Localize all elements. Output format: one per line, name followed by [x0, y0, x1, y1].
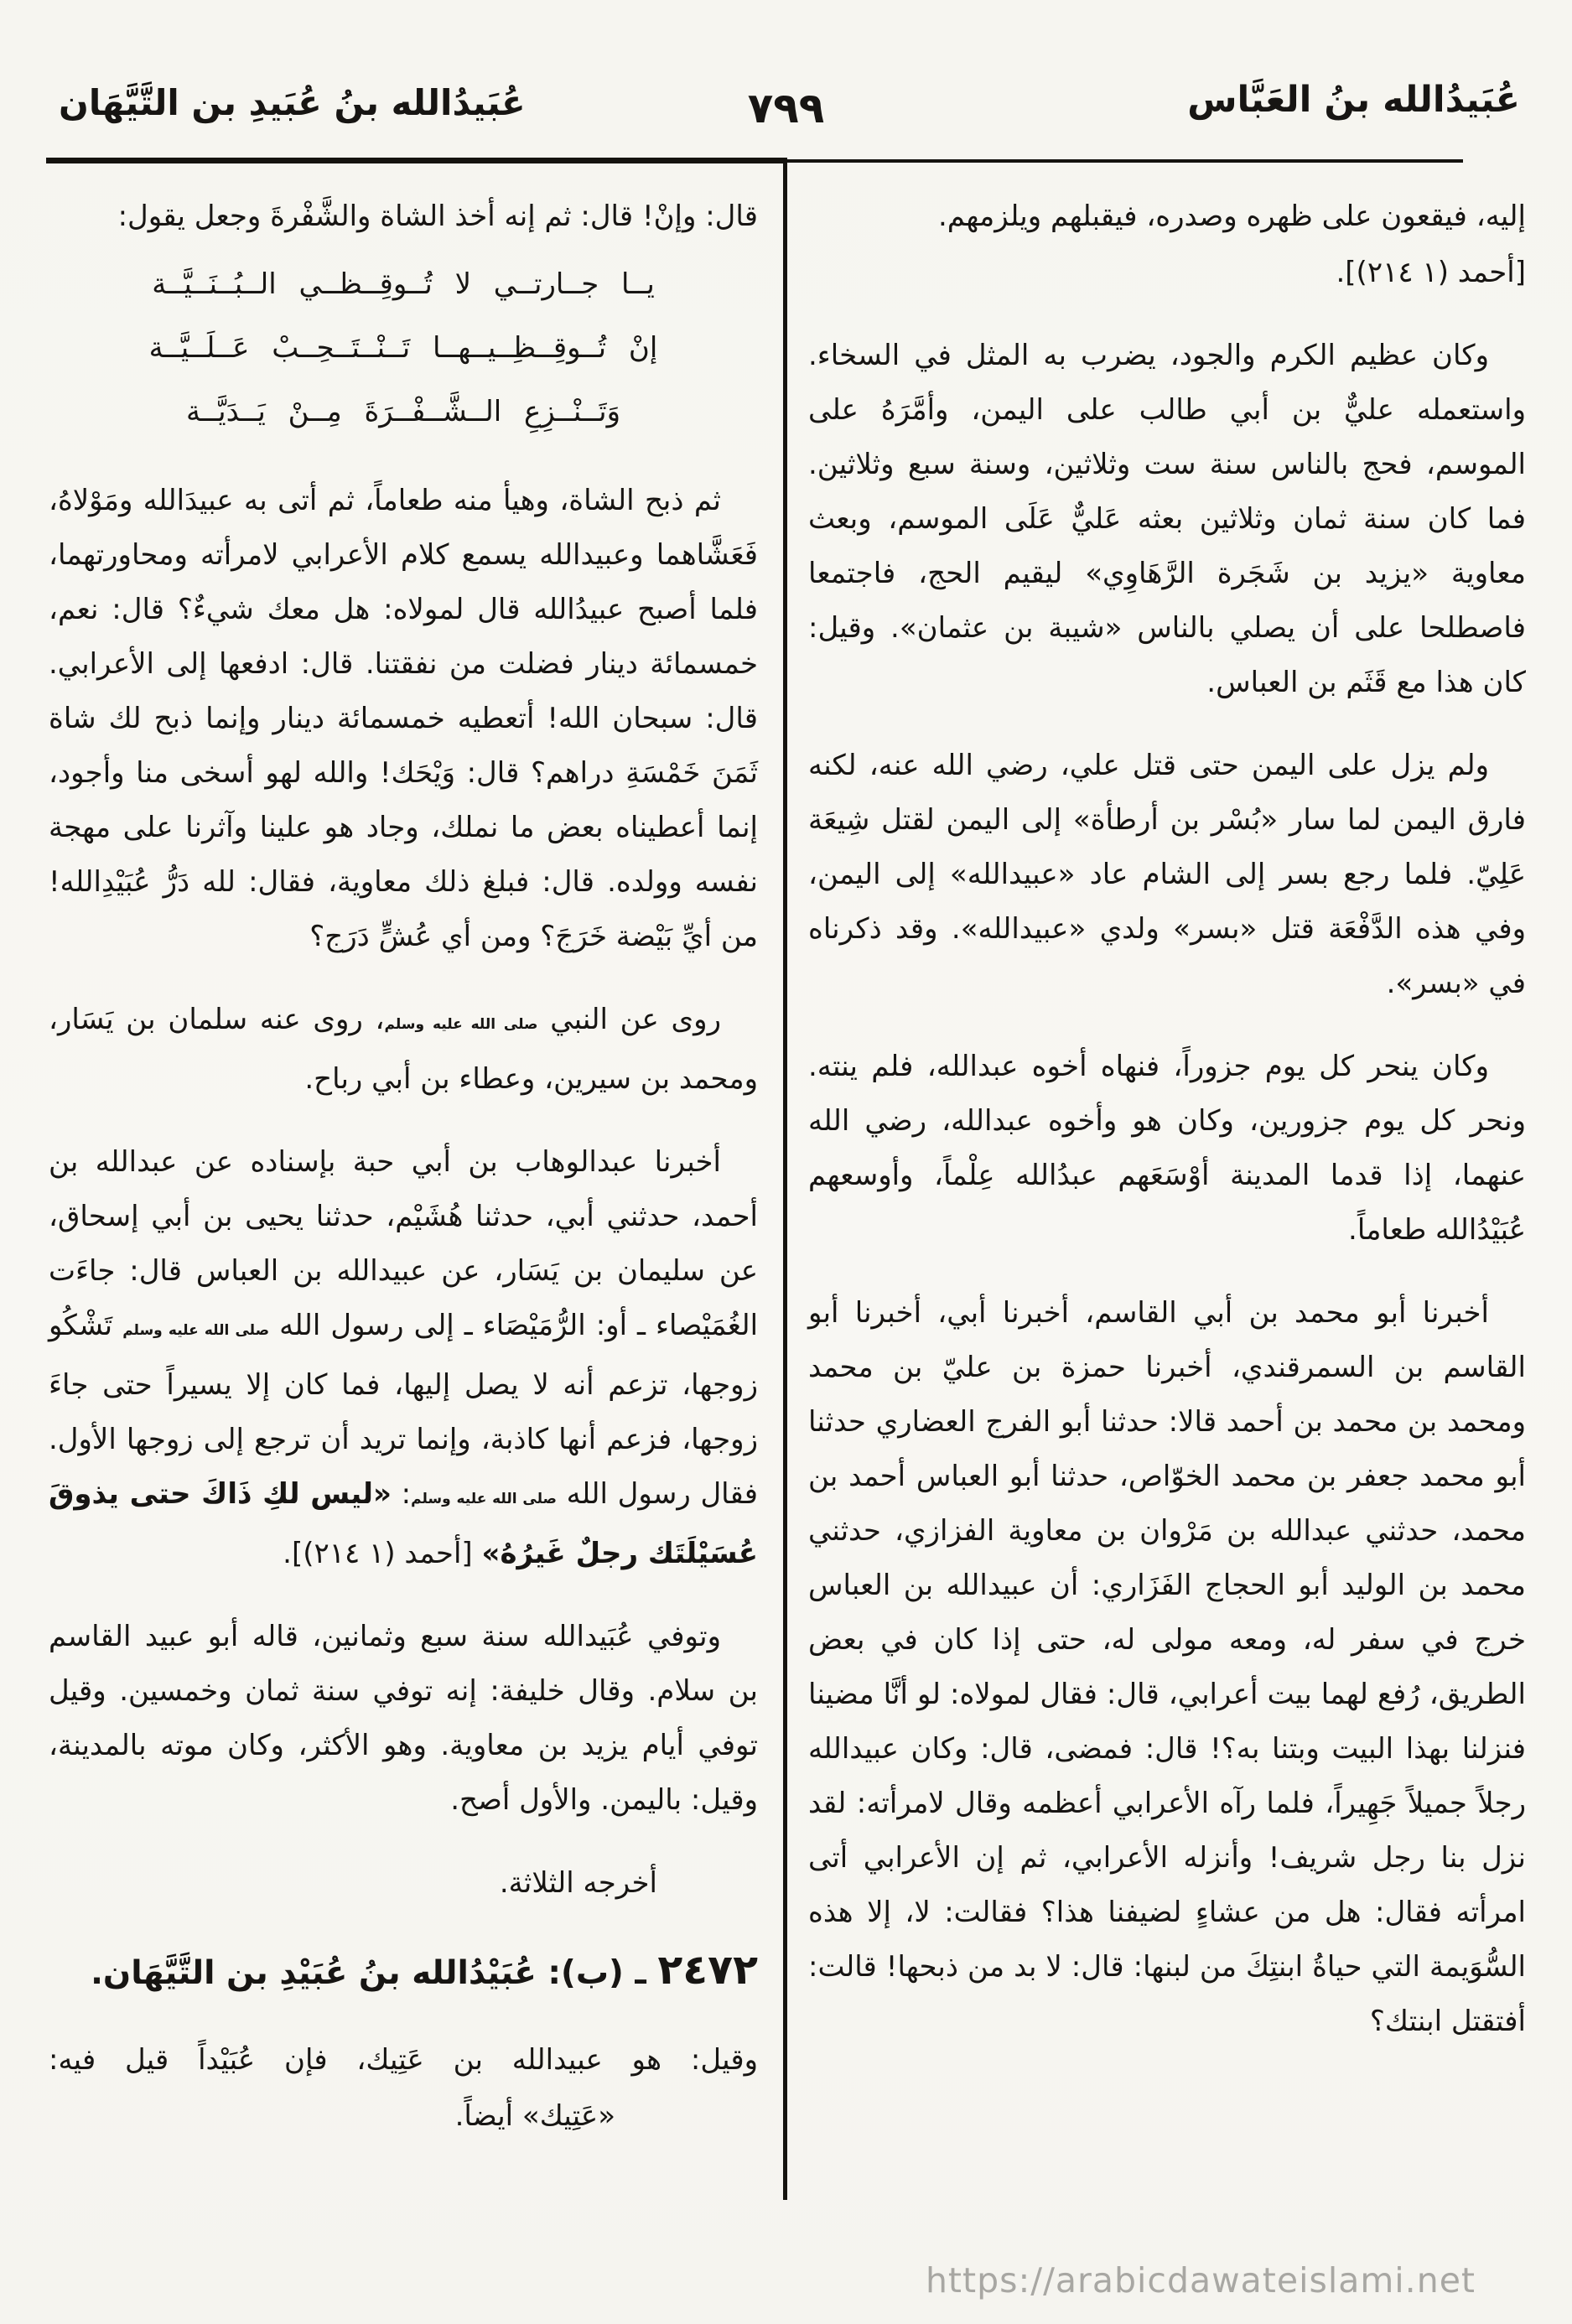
text-run: أخبرنا عبدالوهاب بن أبي حبة بإسناده عن عبدالله بن أحمد، حدثني أبي، حدثنا هُشَيْم، حدثنا يحيى بن أبي إسحاق، عن سليمان بن يَسَار، عن عبيدالله بن العباس قال: جاءَت الغُمَيْصاء ـ أو: الرُّمَيْصَاء ـ إلى رسول الله — [49, 1145, 759, 1342]
hadith-quote: «ليس لكِ ذَاكَ حتى يذوقَ عُسَيْلَتَك رجلٌ غَيرُهُ» — [49, 1477, 758, 1570]
paragraph — [808, 189, 1526, 244]
paragraph — [808, 329, 1526, 710]
paragraph — [49, 993, 758, 1107]
honorific-saw: صلى الله عليه وسلم — [122, 1322, 270, 1339]
text-run: روى عن النبي — [537, 1003, 721, 1036]
text-run: تَشْكُو زوجها، تزعم أنه لا يصل إليها، فما كان إلا يسيراً حتى جاءَ زوجها، فزعم أنها كاذبة، وإنما تريد أن ترجع إلى زوجها الأول. فقال رسول الله — [49, 1309, 758, 1511]
right-column — [808, 189, 1526, 2078]
verse-line: وَتَــنْــزِعِ الــشَّــفْــرَةَ مِــنْ يَــدَيَّــة — [186, 395, 620, 428]
running-title-right: عُبَيدُالله بنُ العَبَّاس — [1187, 79, 1520, 121]
text-run: : — [391, 1477, 412, 1511]
left-column — [49, 189, 758, 2172]
text-run: أخبرنا أبو محمد بن أبي القاسم، أخبرنا أبي، أخبرنا أبو القاسم بن السمرقندي، أخبرنا حمزة بن عليّ بن محمد ومحمد بن محمد بن أحمد قالا: حدثنا أبو الفرج العضاري حدثنا أبو محمد جعفر بن محمد الخوّاص، حدثنا أبو العباس أحمد بن محمد، حدثني عبدالله بن مَرْوان بن معاوية الفزازي، حدثني محمد بن الوليد أبو الحجاج الفَزَاري: أن عبيدالله بن العباس خرج في سفر له، ومعه مولى له، حتى إذا كان في بعض الطريق، رُفع لهما بيت أعرابي، قال: فقال لمولاه: لو أنَّا مضينا فنزلنا بهذا البيت وبتنا به؟! قال: فمضى، قال: وكان عبيدالله رجلاً جميلاً جَهِيراً، فلما رآه الأعرابي أعظمه وقال لامرأته: لقد نزل بنا رجل شريف! وأنزله الأعرابي، ثم إن الأعرابي أتى امرأته فقال: هل من عشاءٍ لضيفنا هذا؟ فقالت: لا، إلا هذه السُّوَيمة التي حياةُ ابنتِكَ من لبنها: قال: لا بد من ذبحها! قالت: أفتقتل ابنتك؟ — [808, 1296, 1526, 2038]
paragraph — [49, 1856, 758, 1911]
entry-heading — [49, 1939, 758, 2005]
text-run: أخرجه الثلاثة. — [499, 1866, 657, 1900]
text-run: قال: وإنْ! قال: ثم إنه أخذ الشاة والشَّفْرةَ وجعل يقول: — [117, 200, 758, 233]
paragraph — [49, 2033, 758, 2088]
paragraph — [808, 246, 1526, 300]
hadith-quote: ـ (ب): عُبَيْدُالله بنُ عُبَيْدِ بن التَّيَّهَان. — [91, 1954, 658, 1992]
header-rule-right — [787, 159, 1463, 163]
text-run: وقيل: هو عبيدالله بن عَتِيك، فإن عُبَيْداً قيل فيه: — [49, 2043, 758, 2077]
paragraph — [808, 739, 1526, 1011]
paragraph — [49, 189, 758, 244]
text-run: وكان عظيم الكرم والجود، يضرب به المثل في السخاء. واستعمله عليٌّ بن أبي طالب على اليمن، وأمَّرَهُ على الموسم، فحج بالناس سنة ست وثلاثين، وسنة سبع وثلاثين. فما كان سنة ثمان وثلاثين بعثه عَليٌّ عَلَى الموسم، وبعث معاوية «يزيد بن شَجَرة الرَّهَاوِي» ليقيم الحج، فاجتمعا فاصطلحا على أن يصلي بالناس «شيبة بن عثمان». وقيل: كان هذا مع قَثَم بن العباس. — [808, 339, 1526, 699]
paragraph — [49, 1610, 758, 1828]
watermark-url: https://arabicdawateislami.net — [925, 2260, 1476, 2301]
paragraph — [808, 1286, 1526, 2049]
text-run: وكان ينحر كل يوم جزوراً، فنهاه أخوه عبدالله، فلم ينته. ونحر كل يوم جزورين، وكان هو وأخوه عبدالله، رضي الله عنهما، إذا قدما المدينة أوْسَعَهم عبدُالله عِلْماً، وأوسعهم عُبَيْدُالله طعاماً. — [808, 1050, 1526, 1247]
running-title-left: عُبَيدُالله بنُ عُبَيدِ بن التَّيَّهَان — [59, 82, 526, 123]
paragraph — [49, 1135, 758, 1581]
honorific-saw: صلى الله عليه وسلم — [384, 1016, 538, 1033]
header-rule-left — [46, 158, 787, 163]
verse-line: يــا جــارتــي لا تُــوقِــظــي الــبُــنَــيَّــة — [152, 267, 655, 301]
poetry-verse — [49, 252, 758, 444]
text-run: [أحمد (١ ٢١٤)]. — [1336, 256, 1526, 289]
text-run: إليه، فيقعون على ظهره وصدره، فيقبلهم ويلزمهم. — [937, 200, 1526, 233]
column-divider-rule — [783, 158, 787, 2200]
text-run: ، روى عنه سلمان بن يَسَار، ومحمد بن سيرين، وعطاء بن أبي رباح. — [49, 1003, 758, 1096]
entry-number: ٢٤٧٢ — [657, 1946, 758, 1994]
paragraph — [808, 1040, 1526, 1258]
text-run: ثم ذبح الشاة، وهيأ منه طعاماً، ثم أتى به عبيدَالله ومَوْلاهُ، فَعَشَّاهما وعبيدالله يسمع كلام الأعرابي لامرأته ومحاورتهما، فلما أصبح عبيدُالله قال لمولاه: هل معك شيءٌ؟ قال: نعم، خمسمائة دينار فضلت من نفقتنا. قال: ادفعها إلى الأعرابي. قال: سبحان الله! أتعطيه خمسمائة دينار وإنما ذبح لك شاة ثَمَنَ خَمْسَةِ دراهم؟ قال: وَيْحَك! والله لهو أسخى منا وأجود، إنما أعطيناه بعض ما نملك، وجاد هو علينا وآثرنا على مهجة نفسه وولده. قال: فبلغ ذلك معاوية، فقال: لله دَرُّ عُبَيْدِالله! من أيِّ بَيْضة خَرَجَ؟ ومن أي عُشٍّ دَرَج؟ — [49, 484, 758, 953]
page-number: ٧٩٩ — [747, 84, 825, 132]
honorific-saw: صلى الله عليه وسلم — [411, 1491, 557, 1507]
text-run: [أحمد (١ ٢١٤)]. — [283, 1537, 482, 1570]
paragraph — [49, 474, 758, 964]
paragraph — [49, 2089, 758, 2144]
text-run: «عَتِيك» أيضاً. — [454, 2099, 615, 2133]
text-run: ولم يزل على اليمن حتى قتل علي، رضي الله عنه، لكنه فارق اليمن لما سار «بُسْر بن أرطأة» إلى اليمن لقتل شِيعَة عَلِيّ. فلما رجع بسر إلى الشام عاد «عبيدالله» إلى اليمن، وفي هذه الدَّفْعَة قتل «بسر» ولدي «عبيدالله». وقد ذكرناه في «بسر». — [808, 749, 1526, 1000]
verse-line: إنْ تُــوقِــظِــيــهــا تَــنْــتَــحِــبْ عَــلَــيَّــة — [148, 331, 658, 365]
text-run: وتوفي عُبَيدالله سنة سبع وثمانين، قاله أبو عبيد القاسم بن سلام. وقال خليفة: إنه توفي سنة ثمان وخمسين. وقيل توفي أيام يزيد بن معاوية. وهو الأكثر، وكان موته بالمدينة، وقيل: باليمن. والأول أصح. — [49, 1620, 758, 1817]
